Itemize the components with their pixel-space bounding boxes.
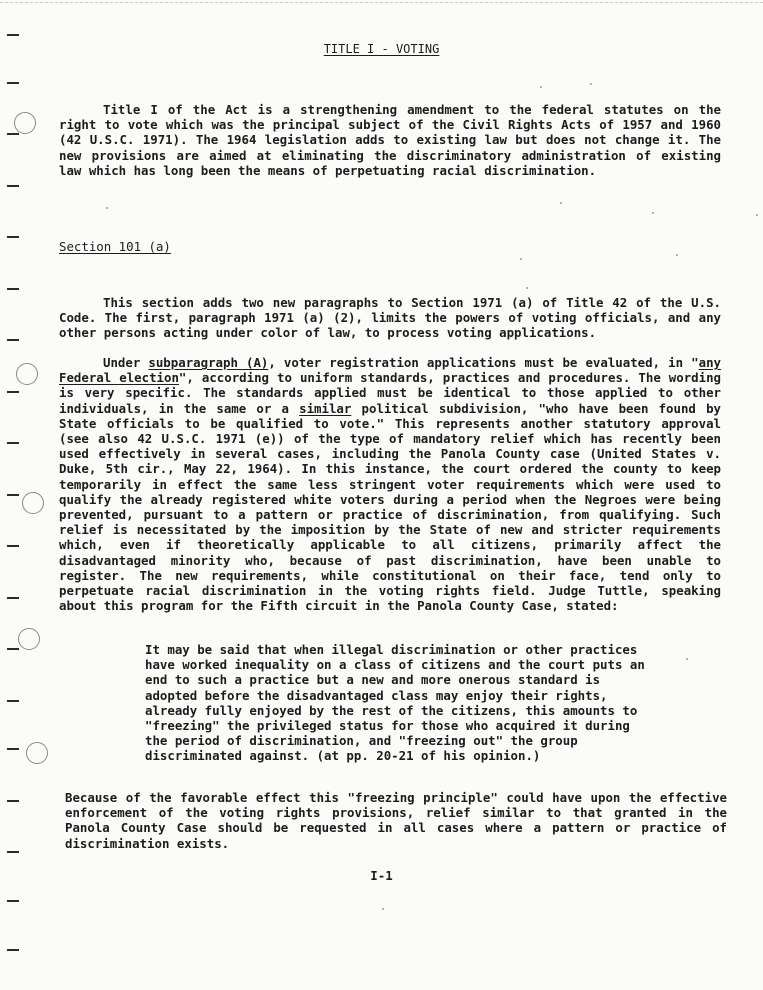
edge-mark	[7, 700, 19, 702]
subparagraph-a-paragraph	[59, 355, 721, 613]
para-lead: Under	[103, 355, 149, 370]
federal-election-term: any Federal election	[59, 355, 721, 386]
edge-mark	[7, 949, 19, 951]
punch-hole	[14, 112, 36, 134]
speck	[526, 287, 528, 289]
section-heading: Section 101 (a)	[59, 239, 171, 254]
speck	[686, 658, 688, 660]
speck	[590, 83, 592, 85]
page-title: TITLE I - VOTING	[323, 42, 440, 56]
section-paragraph	[59, 295, 721, 341]
punch-hole	[26, 742, 48, 764]
edge-mark	[7, 34, 19, 36]
subparagraph-term: subparagraph (A)	[148, 355, 269, 370]
speck	[106, 207, 108, 209]
similar-term: similar	[299, 400, 352, 416]
edge-mark	[7, 648, 19, 650]
speck	[560, 202, 562, 204]
page-number: I-1	[370, 868, 393, 883]
punch-hole	[18, 628, 40, 650]
edge-mark	[7, 82, 19, 84]
intro-text: Title I of the Act is a strengthening amendment to the federal statutes on the right to vote which was the principal subject of the Civil Rights Acts of 1957 and 1960 (42 U.S.C. 1971). The 1964 legislation adds to existing law but does not change it. The new provisions are aimed at eliminating the discriminatory administration of existing law which has long been the means of perpetuating racial discrimination.	[59, 102, 721, 178]
edge-mark	[7, 288, 19, 290]
speck	[756, 214, 758, 216]
edge-mark	[7, 748, 19, 750]
punch-hole	[16, 363, 38, 385]
edge-mark	[7, 851, 19, 853]
edge-mark	[7, 236, 19, 238]
edge-mark	[7, 800, 19, 802]
speck	[676, 254, 678, 256]
edge-mark	[7, 597, 19, 599]
edge-mark	[7, 900, 19, 902]
section-text: This section adds two new paragraphs to Section 1971 (a) of Title 42 of the U.S. Code. The first, paragraph 1971 (a) (2), limits the powers of voting officials, and any other persons acting under color of law, to process voting applications.	[59, 295, 721, 341]
speck	[520, 258, 522, 260]
edge-mark	[7, 339, 19, 341]
edge-mark	[7, 442, 19, 444]
para-mid-1: , voter registration applications must be evaluated, in "	[268, 355, 699, 370]
intro-paragraph	[59, 102, 721, 178]
edge-mark	[7, 391, 19, 393]
edge-mark	[7, 545, 19, 547]
speck	[652, 212, 654, 214]
punch-hole	[22, 492, 44, 514]
closing-paragraph: Because of the favorable effect this "freezing principle" could have upon the effective enforcement of the voting rights provisions, relief similar to that granted in the Panola County Case should be requested in all cases where a pattern or practice of discrimination exists.	[65, 790, 727, 851]
edge-mark	[7, 185, 19, 187]
edge-mark	[7, 494, 19, 496]
scan-top-edge	[0, 2, 763, 3]
speck	[540, 86, 542, 88]
block-quote: It may be said that when illegal discrimination or other practices have worked inequality on a class of citizens and the court puts an end to such a practice but a new and more onerous standard is adopted before the disadvantaged class may enjoy their rights, already fully enjoyed by the rest of the citizens, this amounts to "freezing" the privileged status for those who acquired it during the period of discrimination, and "freezing out" the group discriminated against. (at pp. 20-21 of his opinion.)	[145, 642, 645, 764]
speck	[382, 908, 384, 910]
para-mid-2: ", according to uniform standards, practices and procedures. The wording is very specific. The standards applied must be identical to those applied to other individuals, in the same or a	[59, 370, 722, 416]
edge-mark	[7, 133, 19, 135]
para-rest: political subdivision, "who have been found by State officials to be qualified to vote." This represents another statutory approval (see also 42 U.S.C. 1971 (e)) of the type of mandatory relief which has recently been used effectively in several cases, including the Panola County case (United States v. Duke, 5th cir., May 22, 1964). In this instance, the court ordered the county to keep temporarily in effect the same less stringent voter requirements which were used to qualify the already registered white voters during a period when the Negroes were being prevented, pursuant to a pattern or practice of discrimination, from qualifying. Such relief is necessitated by the imposition by the State of new and stricter requirements which, even if theoretically applicable to all citizens, primarily affect the disadvantaged minority who, because of past discrimination, have been unable to register. The new requirements, while constitutional on their face, tend only to perpetuate racial discrimination in the voting rights field. Judge Tuttle, speaking about this program for the Fifth circuit in the Panola County Case, stated:	[59, 400, 721, 614]
